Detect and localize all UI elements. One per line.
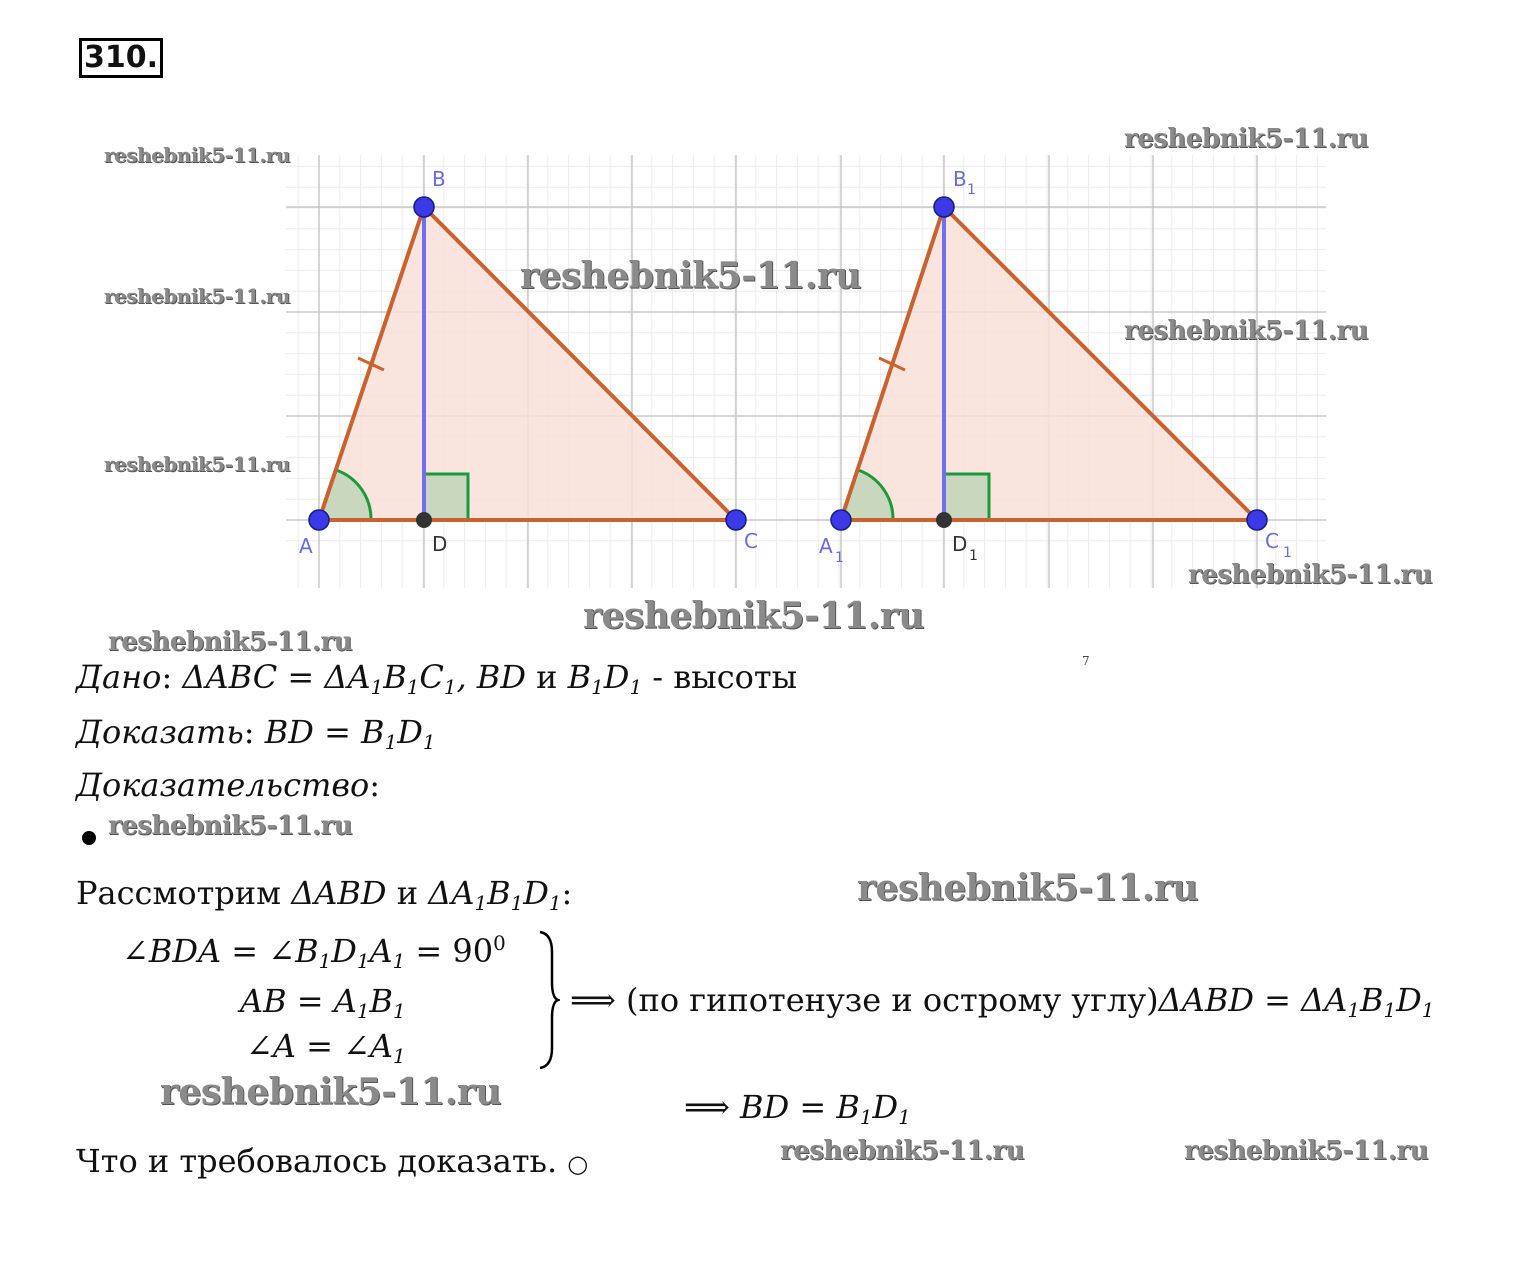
given-and: и: [536, 658, 558, 696]
bullet: [82, 831, 96, 845]
consider-label: Рассмотрим: [76, 874, 282, 912]
prove-label: Доказать: [76, 713, 244, 751]
watermark: reshebnik5-11.ru: [583, 595, 924, 637]
implies-arrow: ⟹: [684, 1088, 730, 1126]
result-formula: BD = $B_1D_1$: [740, 1088, 911, 1129]
consider-tri1: ΔABD: [291, 874, 387, 912]
point-d: [416, 512, 432, 528]
given-tail: - высоты: [642, 658, 798, 696]
watermark: reshebnik5-11.ru: [104, 143, 290, 167]
condition-ab: AB = $A_1B_1$: [240, 982, 406, 1023]
vertex-a: [309, 510, 329, 530]
reason-text: (по гипотенузе и острому углу): [626, 981, 1159, 1019]
label-b1-sub: 1: [967, 182, 976, 198]
label-c: C: [744, 529, 758, 553]
watermark: reshebnik5-11.ru: [1188, 560, 1433, 590]
proof-line: Доказательство:: [76, 766, 381, 804]
consider-and: и: [396, 874, 419, 912]
implication-formula: $\Delta ABD = \Delta A_1B_1D_1$: [1158, 981, 1435, 1022]
implies-arrow: ⟹: [570, 981, 616, 1019]
watermark: reshebnik5-11.ru: [780, 1136, 1025, 1166]
implication-line: [570, 980, 1434, 1031]
conclusion-text: Что и требовалось доказать.: [76, 1142, 558, 1180]
end-mark: ○: [567, 1150, 589, 1178]
label-b1: B: [953, 167, 967, 191]
vertex-a1: [831, 510, 851, 530]
label-d1: D: [952, 532, 968, 556]
watermark: reshebnik5-11.ru: [520, 255, 861, 297]
result-line: [684, 1087, 911, 1138]
vertex-b1: [934, 197, 954, 217]
condition-angle-a: ∠A = $\angle A_1$: [246, 1027, 406, 1068]
label-c1-sub: 1: [1283, 545, 1292, 561]
watermark: reshebnik5-11.ru: [104, 452, 290, 476]
right-angle-d: [424, 474, 468, 520]
watermark: reshebnik5-11.ru: [104, 284, 290, 308]
label-d: D: [432, 532, 448, 556]
watermark: reshebnik5-11.ru: [160, 1071, 501, 1113]
right-angle-d1: [944, 474, 989, 520]
label-a1: A: [819, 534, 833, 558]
watermark: reshebnik5-11.ru: [857, 867, 1198, 909]
watermark: reshebnik5-11.ru: [108, 627, 353, 657]
vertex-c: [726, 510, 746, 530]
stray-mark: 7: [1082, 654, 1090, 668]
curly-brace: [536, 930, 560, 1070]
label-a1-sub: 1: [835, 550, 844, 566]
given-line: Дано: $\Delta ABC = \Delta A_1B_1C_1$, BD и $B_1D_1$ - высоты: [76, 658, 798, 699]
label-b: B: [432, 167, 446, 191]
watermark: reshebnik5-11.ru: [108, 811, 353, 841]
given-formula: $\Delta ABC = \Delta A_1B_1C_1$, BD: [182, 658, 526, 699]
label-c1: C: [1265, 529, 1279, 553]
watermark: reshebnik5-11.ru: [1124, 124, 1369, 154]
prove-line: Доказать: BD = $B_1D_1$: [76, 713, 436, 754]
problem-number: 310.: [79, 38, 163, 78]
condition-angle-bda: ∠BDA = $\angle B_1D_1A_1 = 90^0$: [122, 932, 506, 973]
prove-formula: BD = $B_1D_1$: [264, 713, 436, 754]
consider-line: Рассмотрим ΔABD и $\Delta A_1B_1D_1$:: [76, 874, 573, 915]
proof-label: Доказательство: [76, 766, 370, 804]
given-label: Дано: [76, 658, 162, 696]
vertex-c1: [1247, 510, 1267, 530]
point-d1: [936, 512, 952, 528]
watermark: reshebnik5-11.ru: [1184, 1136, 1429, 1166]
consider-tri2: $\Delta A_1B_1D_1$: [428, 874, 562, 915]
label-d1-sub: 1: [969, 548, 978, 564]
vertex-b: [414, 197, 434, 217]
triangle-a1b1c1: [819, 167, 1292, 566]
conclusion-line: [76, 1141, 588, 1184]
label-a: A: [299, 534, 313, 558]
watermark: reshebnik5-11.ru: [1124, 316, 1369, 346]
given-heights: $B_1D_1$: [567, 658, 643, 699]
